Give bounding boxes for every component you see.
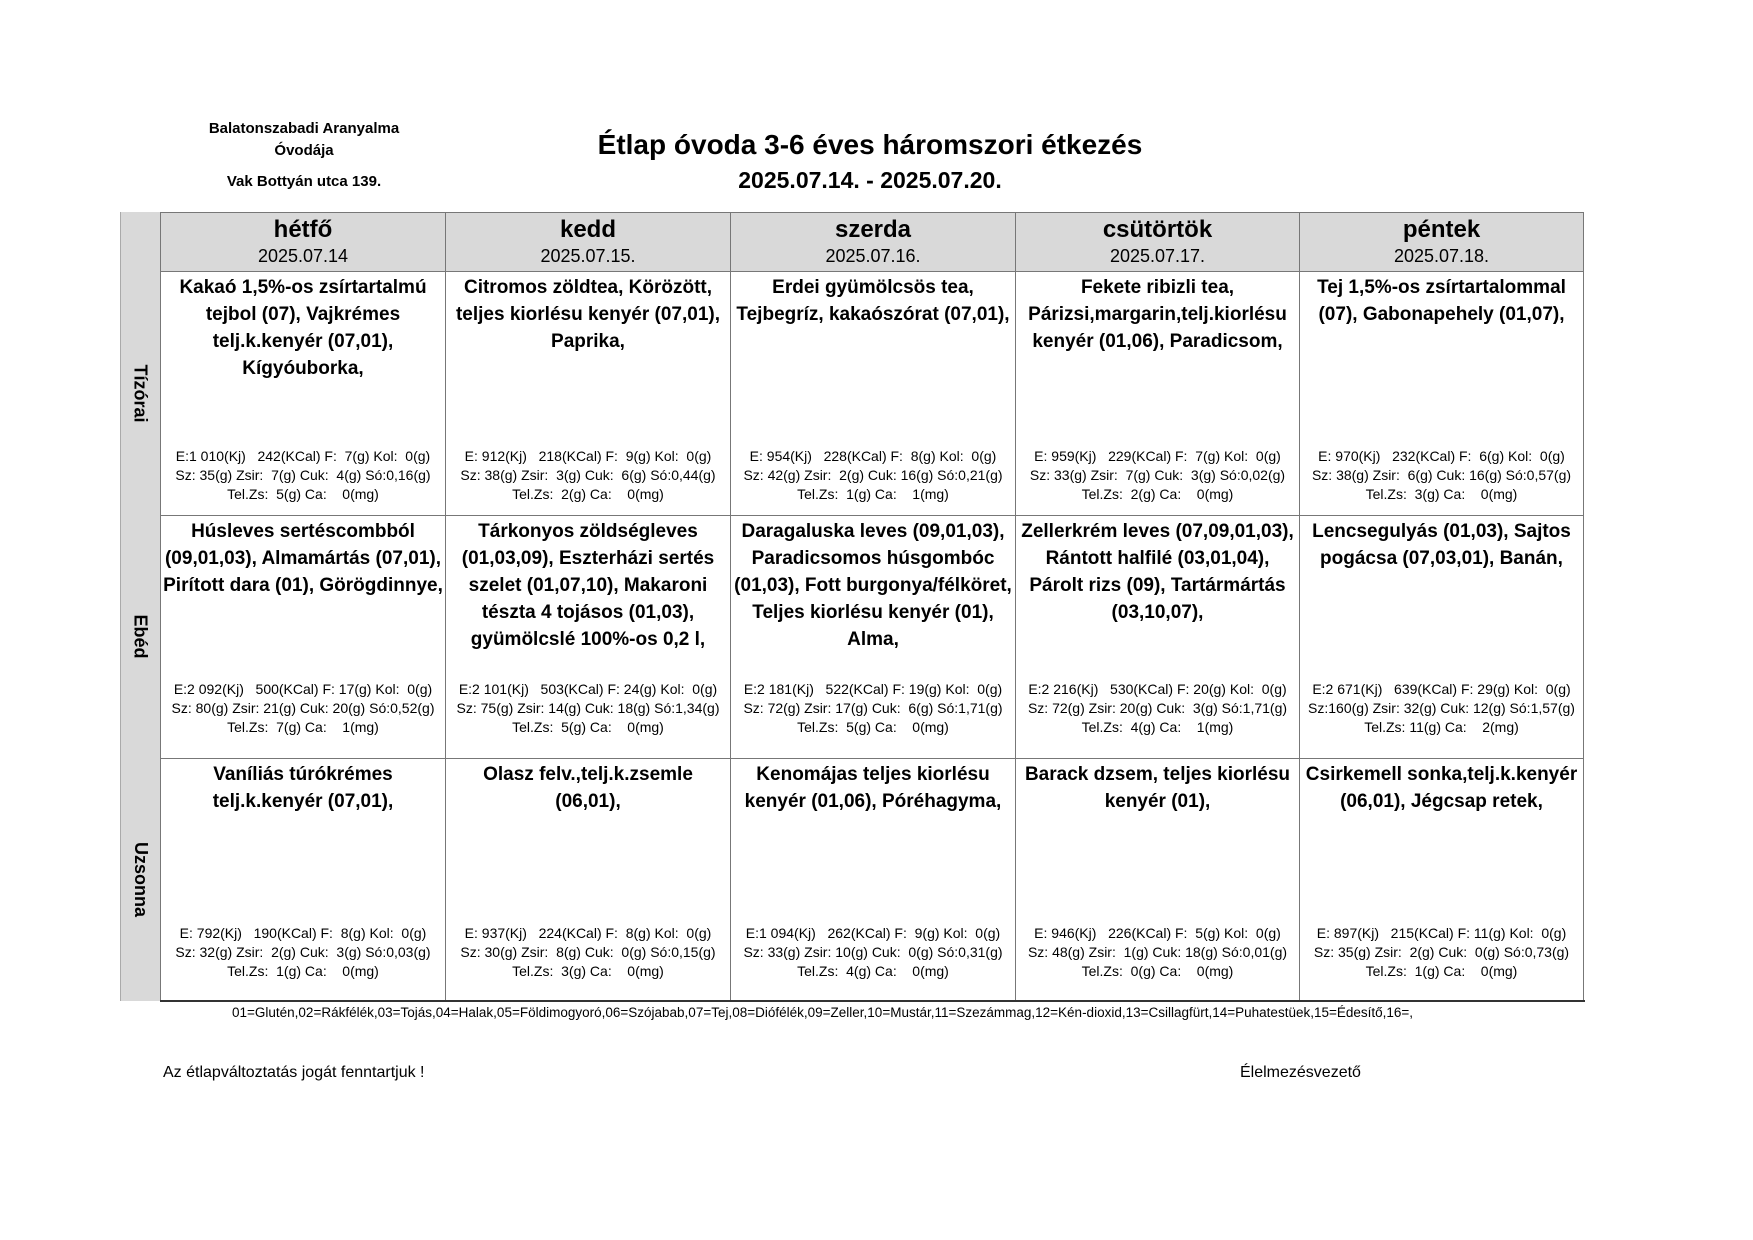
menu-cell [730, 758, 1015, 1001]
nutrition-line: E: 792(Kj) 190(KCal) F: 8(g) Kol: 0(g) [179, 925, 427, 941]
nutrition-line: Sz: 75(g) Zsir: 14(g) Cuk: 18(g) Só:1,34(g) [456, 700, 720, 716]
day-name: hétfő [273, 216, 333, 243]
nutrition-line: Tel.Zs: 11(g) Ca: 2(mg) [1364, 719, 1519, 735]
menu-cell [1015, 515, 1299, 758]
day-date: 2025.07.18. [1393, 246, 1490, 266]
nutrition-line: Sz: 42(g) Zsir: 2(g) Cuk: 16(g) Só:0,21(g) [743, 467, 1003, 483]
nutrition-line: E: 897(Kj) 215(KCal) F: 11(g) Kol: 0(g) [1316, 925, 1567, 941]
nutrition-line: E: 912(Kj) 218(KCal) F: 9(g) Kol: 0(g) [464, 448, 712, 464]
menu-cell [445, 758, 730, 1001]
menu-table [120, 212, 1584, 1001]
nutrition-line: E:2 092(Kj) 500(KCal) F: 17(g) Kol: 0(g) [173, 681, 433, 697]
menu-cell [1299, 515, 1584, 758]
menu-items: Zellerkrém leves (07,09,01,03), Rántott halfilé (03,01,04), Párolt rizs (09), Tartármártás (03,10,07), [1021, 521, 1294, 623]
nutrition-line: Sz: 48(g) Zsir: 1(g) Cuk: 18(g) Só:0,01(g) [1027, 944, 1288, 960]
nutrition-line: Tel.Zs: 5(g) Ca: 0(mg) [512, 719, 664, 735]
day-date: 2025.07.15. [540, 246, 636, 266]
day-date: 2025.07.17. [1109, 246, 1206, 266]
nutrition-line: E: 937(Kj) 224(KCal) F: 8(g) Kol: 0(g) [464, 925, 712, 941]
nutrition-line: Tel.Zs: 5(g) Ca: 0(mg) [227, 486, 379, 502]
nutrition-line: Sz: 72(g) Zsir: 17(g) Cuk: 6(g) Só:1,71(g) [743, 700, 1003, 716]
day-header [1015, 212, 1299, 271]
org-name-line2: Óvodája [274, 142, 334, 159]
nutrition-line: Sz: 72(g) Zsir: 20(g) Cuk: 3(g) Só:1,71(g) [1027, 700, 1288, 716]
menu-cell [730, 271, 1015, 515]
nutrition-line: E: 946(Kj) 226(KCal) F: 5(g) Kol: 0(g) [1034, 925, 1281, 941]
org-name-line1: Balatonszabadi Aranyalma [208, 120, 400, 137]
menu-items: Erdei gyümölcsös tea, Tejbegríz, kakaószórat (07,01), [736, 277, 1010, 325]
nutrition-line: Tel.Zs: 1(g) Ca: 0(mg) [1365, 963, 1518, 979]
nutrition-line: Tel.Zs: 4(g) Ca: 0(mg) [797, 963, 949, 979]
menu-cell [445, 515, 730, 758]
nutrition-line: E: 970(Kj) 232(KCal) F: 6(g) Kol: 0(g) [1318, 448, 1565, 464]
menu-cell [730, 515, 1015, 758]
day-header [445, 212, 730, 271]
nutrition-line: E:1 094(Kj) 262(KCal) F: 9(g) Kol: 0(g) [745, 925, 1001, 941]
menu-cell [1015, 758, 1299, 1001]
day-name: csütörtök [1102, 216, 1213, 243]
day-date: 2025.07.16. [825, 246, 921, 266]
nutrition-line: Sz: 35(g) Zsir: 7(g) Cuk: 4(g) Só:0,16(g) [175, 467, 431, 483]
nutrition-line: Tel.Zs: 7(g) Ca: 1(mg) [227, 719, 379, 735]
day-header [730, 212, 1015, 271]
nutrition-line: Sz: 38(g) Zsir: 6(g) Cuk: 16(g) Só:0,57(g) [1311, 467, 1572, 483]
menu-cell [1015, 271, 1299, 515]
menu-items: Daragaluska leves (09,01,03), Paradicsomos húsgombóc (01,03), Fott burgonya/félköret, Teljes kiorlésu kenyér (01), Alma, [734, 521, 1012, 650]
nutrition-line: Tel.Zs: 2(g) Ca: 0(mg) [1081, 486, 1234, 502]
org-address: Vak Bottyán utca 139. [226, 173, 382, 190]
nutrition-line: E:2 216(Kj) 530(KCal) F: 20(g) Kol: 0(g) [1028, 681, 1287, 697]
day-header [1299, 212, 1584, 271]
menu-items: Kakaó 1,5%-os zsírtartalmú tejbol (07), Vajkrémes telj.k.kenyér (07,01), Kígyóuborka, [179, 277, 427, 379]
date-range: 2025.07.14. - 2025.07.20. [738, 167, 1002, 193]
menu-items: Tárkonyos zöldségleves (01,03,09), Eszterházi sertés szelet (01,07,10), Makaroni tészta 4 tojásos (01,03), gyümölcslé 100%-os 0,2 l, [461, 521, 715, 650]
menu-cell [445, 271, 730, 515]
meal-label-tizorai: Tízórai [130, 363, 151, 423]
nutrition-line: Sz: 38(g) Zsir: 3(g) Cuk: 6(g) Só:0,44(g) [460, 467, 716, 483]
menu-items: Barack dzsem, teljes kiorlésu kenyér (01), [1024, 764, 1291, 812]
menu-items: Kenomájas teljes kiorlésu kenyér (01,06), Póréhagyma, [744, 764, 1002, 812]
nutrition-line: Tel.Zs: 2(g) Ca: 0(mg) [512, 486, 664, 502]
nutrition-line: Tel.Zs: 3(g) Ca: 0(mg) [512, 963, 664, 979]
nutrition-line: Tel.Zs: 1(g) Ca: 1(mg) [797, 486, 949, 502]
menu-items: Vaníliás túrókrémes telj.k.kenyér (07,01), [212, 764, 394, 812]
menu-cell [160, 271, 445, 515]
day-name: kedd [559, 216, 616, 243]
day-header [160, 212, 445, 271]
menu-items: Olasz felv.,telj.k.zsemle (06,01), [483, 764, 693, 812]
menu-items: Fekete ribizli tea, Párizsi,margarin,telj.kiorlésu kenyér (01,06), Paradicsom, [1028, 277, 1287, 352]
allergen-legend: 01=Glutén,02=Rákfélék,03=Tojás,04=Halak,05=Földimogyoró,06=Szójabab,07=Tej,08=Diófélék,09=Zeller,10=Mustár,11=Szezámmag,12=Kén-dioxid,13=Csillagfürt,14=Puhatestüek,15=Édesítő,16=, [232, 1005, 1414, 1020]
day-name: péntek [1402, 216, 1481, 243]
nutrition-line: Sz: 35(g) Zsir: 2(g) Cuk: 0(g) Só:0,73(g) [1313, 944, 1570, 960]
page-title: Étlap óvoda 3-6 éves háromszori étkezés [597, 129, 1143, 160]
nutrition-line: Tel.Zs: 4(g) Ca: 1(mg) [1081, 719, 1234, 735]
nutrition-line: Tel.Zs: 0(g) Ca: 0(mg) [1081, 963, 1234, 979]
nutrition-line: E: 959(Kj) 229(KCal) F: 7(g) Kol: 0(g) [1034, 448, 1281, 464]
nutrition-line: Sz: 33(g) Zsir: 7(g) Cuk: 3(g) Só:0,02(g) [1029, 467, 1286, 483]
nutrition-line: E:2 181(Kj) 522(KCal) F: 19(g) Kol: 0(g) [743, 681, 1003, 697]
nutrition-line: Tel.Zs: 5(g) Ca: 0(mg) [797, 719, 949, 735]
nutrition-line: Tel.Zs: 1(g) Ca: 0(mg) [227, 963, 379, 979]
menu-items: Csirkemell sonka,telj.k.kenyér (06,01), Jégcsap retek, [1305, 764, 1578, 812]
menu-items: Tej 1,5%-os zsírtartalommal (07), Gabonapehely (01,07), [1317, 277, 1566, 325]
menu-items: Lencsegulyás (01,03), Sajtos pogácsa (07,03,01), Banán, [1312, 521, 1571, 569]
footer-note: Az étlapváltoztatás jogát fenntartjuk ! [163, 1064, 425, 1081]
nutrition-line: Sz: 30(g) Zsir: 8(g) Cuk: 0(g) Só:0,15(g) [460, 944, 716, 960]
menu-cell [160, 758, 445, 1001]
nutrition-line: Sz: 33(g) Zsir: 10(g) Cuk: 0(g) Só:0,31(g) [743, 944, 1003, 960]
menu-cell [1299, 271, 1584, 515]
table-bottom-rule [160, 1000, 1585, 1002]
day-date: 2025.07.14 [257, 246, 349, 266]
menu-cell [1299, 758, 1584, 1001]
nutrition-line: Sz: 32(g) Zsir: 2(g) Cuk: 3(g) Só:0,03(g) [175, 944, 431, 960]
menu-cell [160, 515, 445, 758]
nutrition-line: E: 954(Kj) 228(KCal) F: 8(g) Kol: 0(g) [749, 448, 997, 464]
nutrition-line: E:2 101(Kj) 503(KCal) F: 24(g) Kol: 0(g) [458, 681, 718, 697]
nutrition-line: Sz:160(g) Zsir: 32(g) Cuk: 12(g) Só:1,57(g) [1308, 700, 1575, 716]
meal-label-uzsonna: Uzsonna [130, 841, 151, 918]
menu-items: Citromos zöldtea, Körözött, teljes kiorlésu kenyér (07,01), Paprika, [455, 277, 721, 352]
menu-items: Húsleves sertéscombból (09,01,03), Almamártás (07,01), Pirított dara (01), Görögdinnye, [163, 521, 443, 596]
nutrition-line: Tel.Zs: 3(g) Ca: 0(mg) [1365, 486, 1518, 502]
footer-signature-label: Élelmezésvezető [1240, 1064, 1361, 1081]
meal-label-ebed: Ebéd [130, 614, 151, 659]
nutrition-line: E:2 671(Kj) 639(KCal) F: 29(g) Kol: 0(g) [1312, 681, 1571, 697]
nutrition-line: E:1 010(Kj) 242(KCal) F: 7(g) Kol: 0(g) [175, 448, 431, 464]
day-name: szerda [834, 216, 912, 243]
nutrition-line: Sz: 80(g) Zsir: 21(g) Cuk: 20(g) Só:0,52(g) [171, 700, 435, 716]
